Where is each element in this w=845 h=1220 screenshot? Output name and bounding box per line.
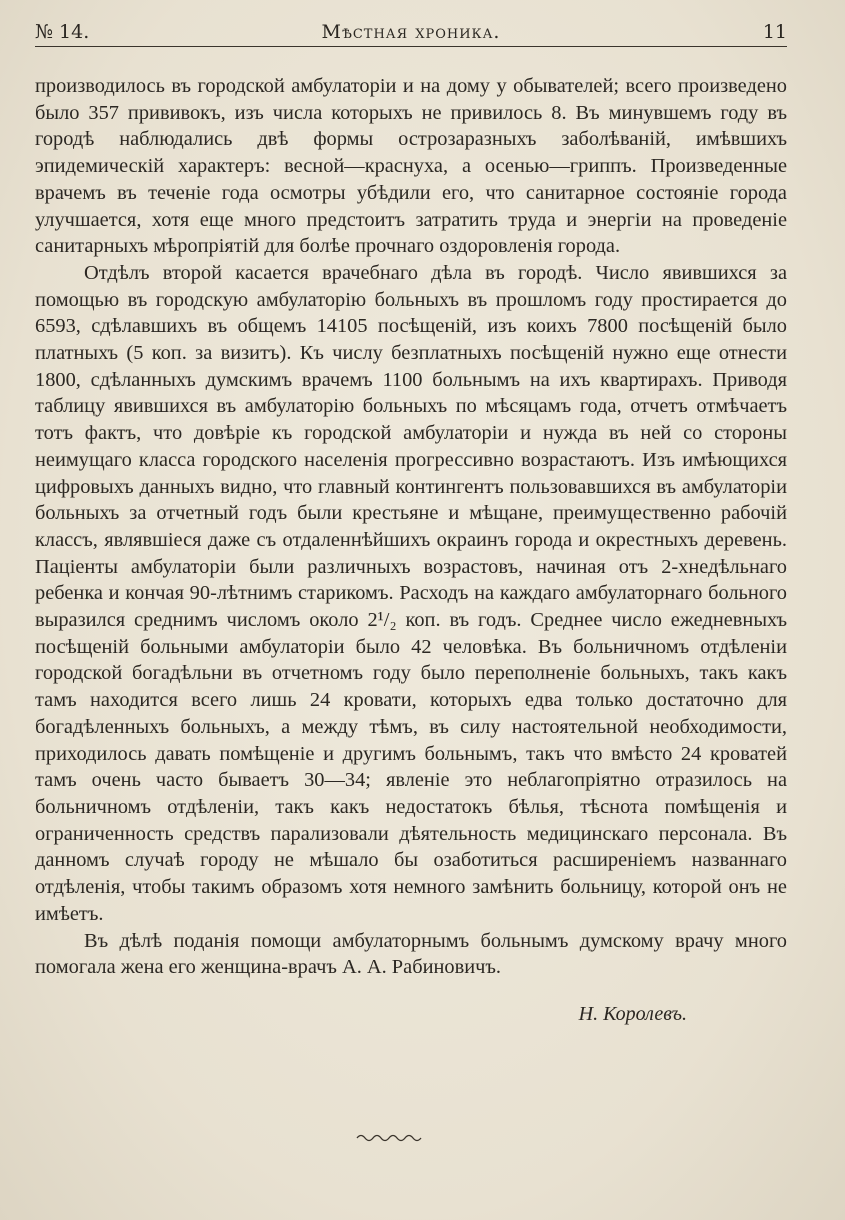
article-body <box>35 73 787 981</box>
running-header <box>35 0 787 47</box>
author-signature: Н. Королевъ. <box>578 1002 687 1025</box>
paragraph-3: Въ дѣлѣ поданiя помощи амбулаторнымъ больнымъ думскому врачу много помогала жена его женщина-врачъ А. А. Рабиновичъ. <box>35 929 787 979</box>
page-number: 11 <box>762 21 787 43</box>
end-ornament-icon <box>355 1132 425 1144</box>
paragraph-1: производилось въ городской амбулаторiи и на дому у обывателей; всего произведено было 357 прививокъ, изъ числа которыхъ не привилось 8. Въ минувшемъ году въ городѣ наблюдались двѣ формы острозаразныхъ заболѣванiй, имѣвшихъ эпидемическiй характеръ: весной—краснуха, а осенью—гриппъ. Произведенные врачемъ въ теченiе года осмотры убѣдили его, что санитарное состоянiе города улучшается, хотя еще много предстоитъ затратить труда и энергiи на проведенiе санитарныхъ мѣропрiятiй для болѣе прочнаго оздоровленiя города. <box>35 75 787 258</box>
issue-number: № 14. <box>35 21 90 43</box>
section-title: Мѣстная хроника. <box>321 21 501 43</box>
paragraph-2: Отдѣлъ второй касается врачебнаго дѣла въ городѣ. Число явившихся за помощью въ городскую амбулаторiю больныхъ въ прошломъ году простирается до 6593, сдѣлавшихъ въ общемъ 14105 посѣщенiй, изъ коихъ 7800 посѣщенiй было платныхъ (5 коп. за визитъ). Къ числу безплатныхъ посѣщенiй нужно еще отнести 1800, сдѣланныхъ думскимъ врачемъ 1100 больнымъ на ихъ квартирахъ. Приводя таблицу явившихся въ амбулаторiю больныхъ по мѣсяцамъ года, отчетъ отмѣчаетъ тотъ фактъ, что довѣрiе къ городской амбулаторiи и нужда въ ней со стороны неимущаго класса городского населенiя прогрессивно возрастаютъ. Изъ имѣющихся цифровыхъ данныхъ видно, что главный контингентъ пользовавшихся въ амбулаторiи больныхъ за отчетный годъ были крестьяне и мѣщане, преимущественно рабочiй классъ, являвшiеся даже съ отдаленнѣйшихъ окраинъ города и окрестныхъ деревень. Пацiенты амбулаторiи были различныхъ возрастовъ, начиная отъ 2-хнедѣльнаго ребенка и кончая 90-лѣтнимъ старикомъ. Расходъ на каждаго амбулаторнаго больного выразился среднимъ числомъ около 2¹/₂ коп. въ годъ. Среднее число ежедневныхъ посѣщенiй больными амбулаторiи было 42 человѣка. Въ больничномъ отдѣленiи городской богадѣльни въ отчетномъ году было переполненiе больныхъ, такъ какъ тамъ находится всего лишь 24 кровати, которыхъ едва только достаточно для богадѣленныхъ больныхъ, а между тѣмъ, въ силу настоятельной необходимости, приходилось давать помѣщенiе и другимъ больнымъ, такъ что вмѣсто 24 кроватей тамъ очень часто бываетъ 30—34; явленiе это неблагопрiятно отразилось на больничномъ отдѣленiи, такъ какъ недостатокъ бѣлья, тѣснота помѣщенiя и ограниченность средствъ парализовали дѣятельность медицинскаго персонала. Въ данномъ случаѣ городу не мѣшало бы озаботиться расширенiемъ названнаго отдѣленiя, чтобы такимъ образомъ хотя немного замѣнить больницу, которой онъ не имѣетъ. <box>35 261 787 925</box>
